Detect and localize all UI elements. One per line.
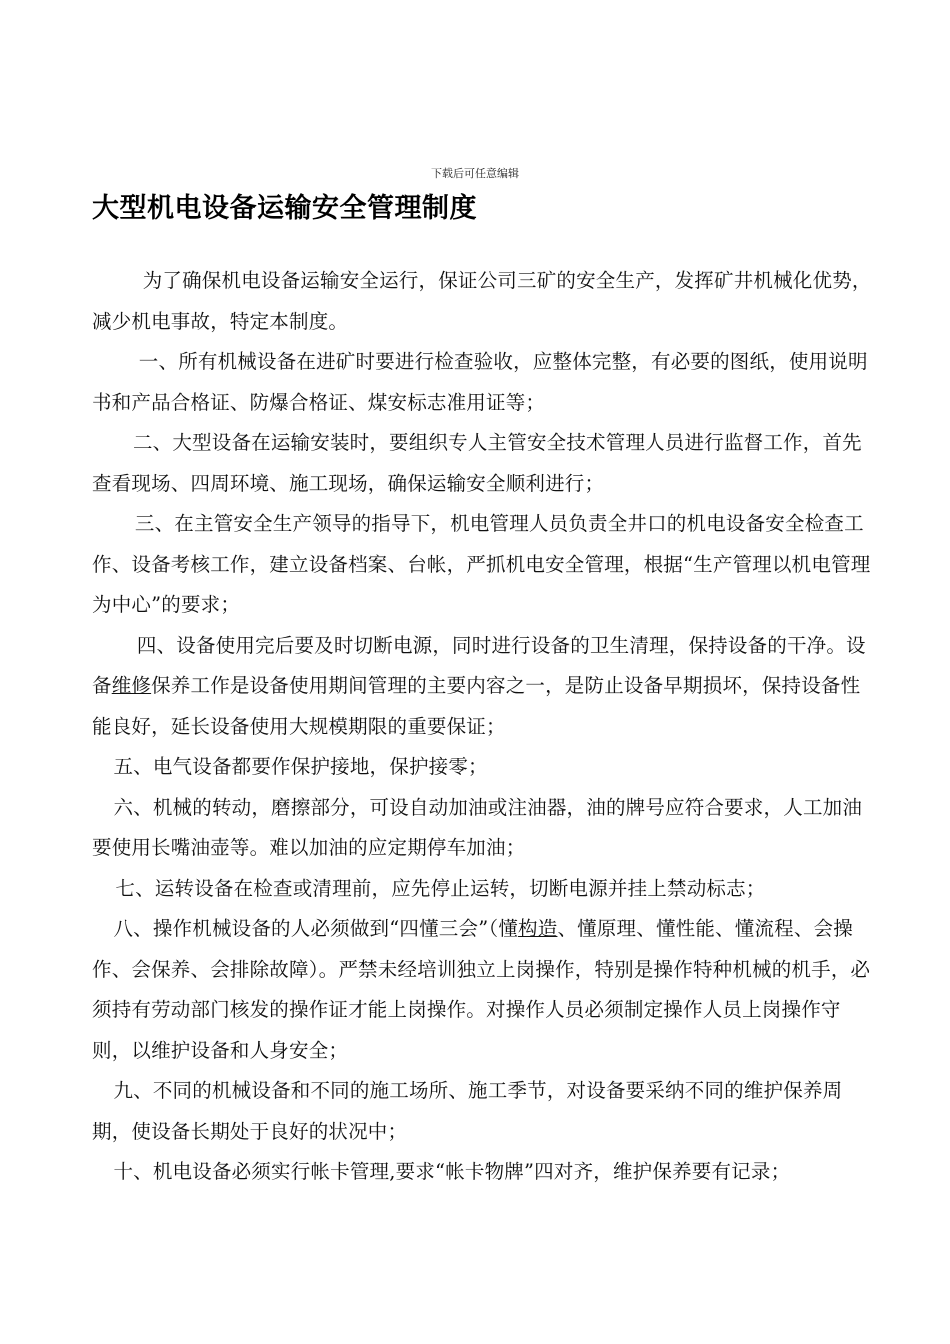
paragraph-4-part-2: 保养工作是设备使用期间管理的主要内容之一，是防止设备早期损坏，保持设备性能良好，延长设备使用大规模期限的重要保证； [92, 674, 861, 738]
paragraph-5: 五、电气设备都要作保护接地，保护接零； [113, 755, 488, 778]
paragraph-10: 十、机电设备必须实行帐卡管理,要求“帐卡物牌”四对齐，维护保养要有记录； [113, 1160, 791, 1183]
underlined-term-weixiu: 维修 [111, 674, 152, 697]
paragraph-6: 六、机械的转动，磨擦部分，可设自动加油或注油器，油的牌号应符合要求，人工加油要使用长嘴油壶等。难以加油的应定期停车加油； [92, 795, 863, 859]
paragraph-1: 一、所有机械设备在进矿时要进行检查验收，应整体完整，有必要的图纸，使用说明书和产品合格证、防爆合格证、煤安标志准用证等； [92, 350, 868, 414]
header-note: 下载后可任意编辑 [431, 167, 519, 180]
paragraph-3: 三、在主管安全生产领导的指导下，机电管理人员负责全井口的机电设备安全检查工作、设备考核工作，建立设备档案、台帐，严抓机电安全管理，根据“生产管理以机电管理为中心”的要求； [92, 512, 871, 616]
underlined-term-gouzao: 构造 [518, 917, 558, 940]
paragraph-8-part-1: 八、操作机械设备的人必须做到“四懂三会”（懂 [113, 917, 519, 940]
paragraph-9: 九、不同的机械设备和不同的施工场所、施工季节，对设备要采纳不同的维护保养周期，使设备长期处于良好的状况中； [92, 1079, 843, 1143]
document-body [92, 261, 872, 1193]
paragraph-8-part-2: 、懂原理、懂性能、懂流程、会操作、会保养、会排除故障）。严禁未经培训独立上岗操作，特别是操作特种机械的机手，必须持有劳动部门核发的操作证才能上岗操作。对操作人员必须制定操作人员上岗操作守则，以维护设备和人身安全； [92, 917, 871, 1062]
paragraph-7: 七、运转设备在检查或清理前，应先停止运转，切断电源并挂上禁动标志； [115, 876, 766, 900]
paragraph-8 [92, 909, 872, 1071]
paragraph-2: 二、大型设备在运输安装时，要组织专人主管安全技术管理人员进行监督工作，首先查看现场、四周环境、施工现场，确保运输安全顺利进行； [92, 431, 862, 495]
paragraph-intro: 为了确保机电设备运输安全运行，保证公司三矿的安全生产，发挥矿井机械化优势，减少机电事故，特定本制度。 [92, 269, 872, 333]
paragraph-4-part-1: 四、设备使用完后要及时切断电源，同时进行设备的卫生清理，保持设备的干净。设备 [92, 633, 866, 697]
document-title: 大型机电设备运输安全管理制度 [92, 193, 477, 224]
paragraph-4 [92, 626, 872, 748]
